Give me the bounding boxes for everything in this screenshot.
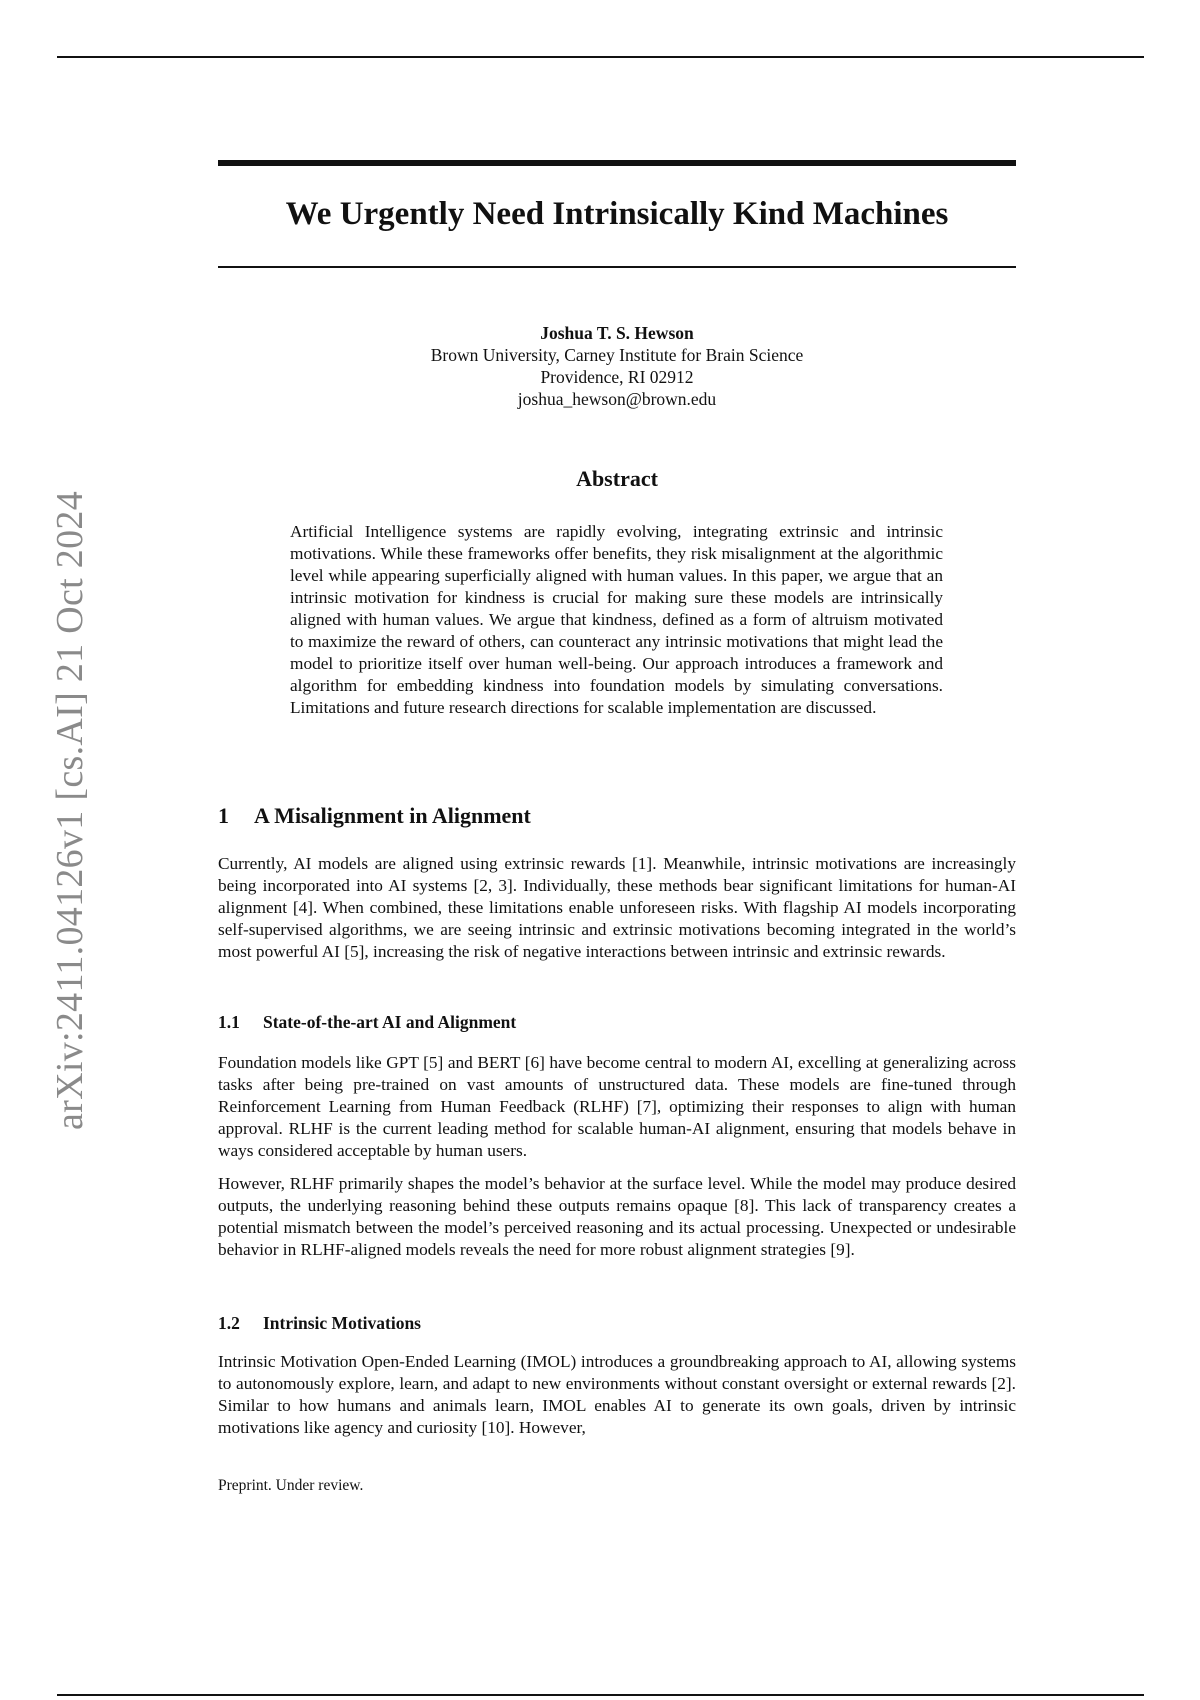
top-rule bbox=[57, 56, 1144, 58]
subsection-1-2-number: 1.2 bbox=[218, 1313, 240, 1333]
author-affiliation: Brown University, Carney Institute for Brain Science bbox=[430, 345, 804, 365]
preprint-footer: Preprint. Under review. bbox=[218, 1477, 364, 1494]
subsection-1-1-paragraph-2: However, RLHF primarily shapes the model’s behavior at the surface level. While the model may produce desired outputs, the underlying reasoning behind these outputs remains opaque [8]. This lack of transparency creates a potential mismatch between the model’s perceived reasoning and its actual processing. Unexpected or undesirable behavior in RLHF-aligned models reveals the need for more robust alignment strategies [9]. bbox=[218, 1174, 1016, 1259]
subsection-1-2-heading bbox=[218, 1313, 421, 1334]
author-name: Joshua T. S. Hewson bbox=[540, 323, 694, 343]
section-1-number: 1 bbox=[218, 803, 229, 828]
abstract-heading: Abstract bbox=[576, 466, 658, 491]
author-block bbox=[218, 322, 1016, 410]
subsection-1-1-paragraph-1: Foundation models like GPT [5] and BERT [6] have become central to modern AI, excelling at generalizing across tasks after being pre-trained on vast amounts of unstructured data. These models are fine-tuned through Reinforcement Learning from Human Feedback (RLHF) [7], optimizing their responses to align with human approval. RLHF is the current leading method for scalable human-AI alignment, ensuring that models behave in ways considered acceptable by human users. bbox=[218, 1053, 1016, 1160]
title-bottom-rule bbox=[218, 266, 1016, 268]
paper-title: We Urgently Need Intrinsically Kind Machines bbox=[285, 196, 949, 232]
section-1-heading bbox=[218, 803, 531, 829]
author-email[interactable]: joshua_hewson@brown.edu bbox=[517, 389, 717, 409]
subsection-1-1-heading bbox=[218, 1012, 516, 1033]
subsection-1-2-title: Intrinsic Motivations bbox=[263, 1313, 421, 1333]
arxiv-side-stamp: arXiv:2411.04126v1 [cs.AI] 21 Oct 2024 bbox=[49, 491, 91, 1130]
section-1-paragraph: Currently, AI models are aligned using extrinsic rewards [1]. Meanwhile, intrinsic motivations are increasingly being incorporated into AI systems [2, 3]. Individually, these methods bear significant limitations for human-AI alignment [4]. When combined, these limitations enable unforeseen risks. With flagship AI models incorporating self-supervised algorithms, we are seeing intrinsic and extrinsic motivations becoming integrated in the world’s most powerful AI [5], increasing the risk of negative interactions between intrinsic and extrinsic rewards. bbox=[218, 854, 1016, 961]
subsection-1-1-number: 1.1 bbox=[218, 1012, 240, 1032]
section-1-title: A Misalignment in Alignment bbox=[254, 803, 531, 828]
subsection-1-1-title: State-of-the-art AI and Alignment bbox=[263, 1012, 517, 1032]
bottom-rule bbox=[57, 1694, 1144, 1696]
title-top-rule bbox=[218, 160, 1016, 166]
subsection-1-2-paragraph: Intrinsic Motivation Open-Ended Learning (IMOL) introduces a groundbreaking approach to AI, allowing systems to autonomously explore, learn, and adapt to new environments without constant oversight or external rewards [2]. Similar to how humans and animals learn, IMOL enables AI to generate its own goals, driven by intrinsic motivations like agency and curiosity [10]. However, bbox=[218, 1352, 1016, 1437]
author-address: Providence, RI 02912 bbox=[540, 367, 694, 387]
abstract-text: Artificial Intelligence systems are rapidly evolving, integrating extrinsic and intrinsic motivations. While these frameworks offer benefits, they risk misalignment at the algorithmic level while appearing superficially aligned with human values. In this paper, we argue that an intrinsic motivation for kindness is crucial for making sure these models are intrinsically aligned with human values. We argue that kindness, defined as a form of altruism motivated to maximize the reward of others, can counteract any intrinsic motivations that might lead the model to prioritize itself over human well-being. Our approach introduces a framework and algorithm for embedding kindness into foundation models by simulating conversations. Limitations and future research directions for scalable implementation are discussed. bbox=[290, 522, 943, 717]
